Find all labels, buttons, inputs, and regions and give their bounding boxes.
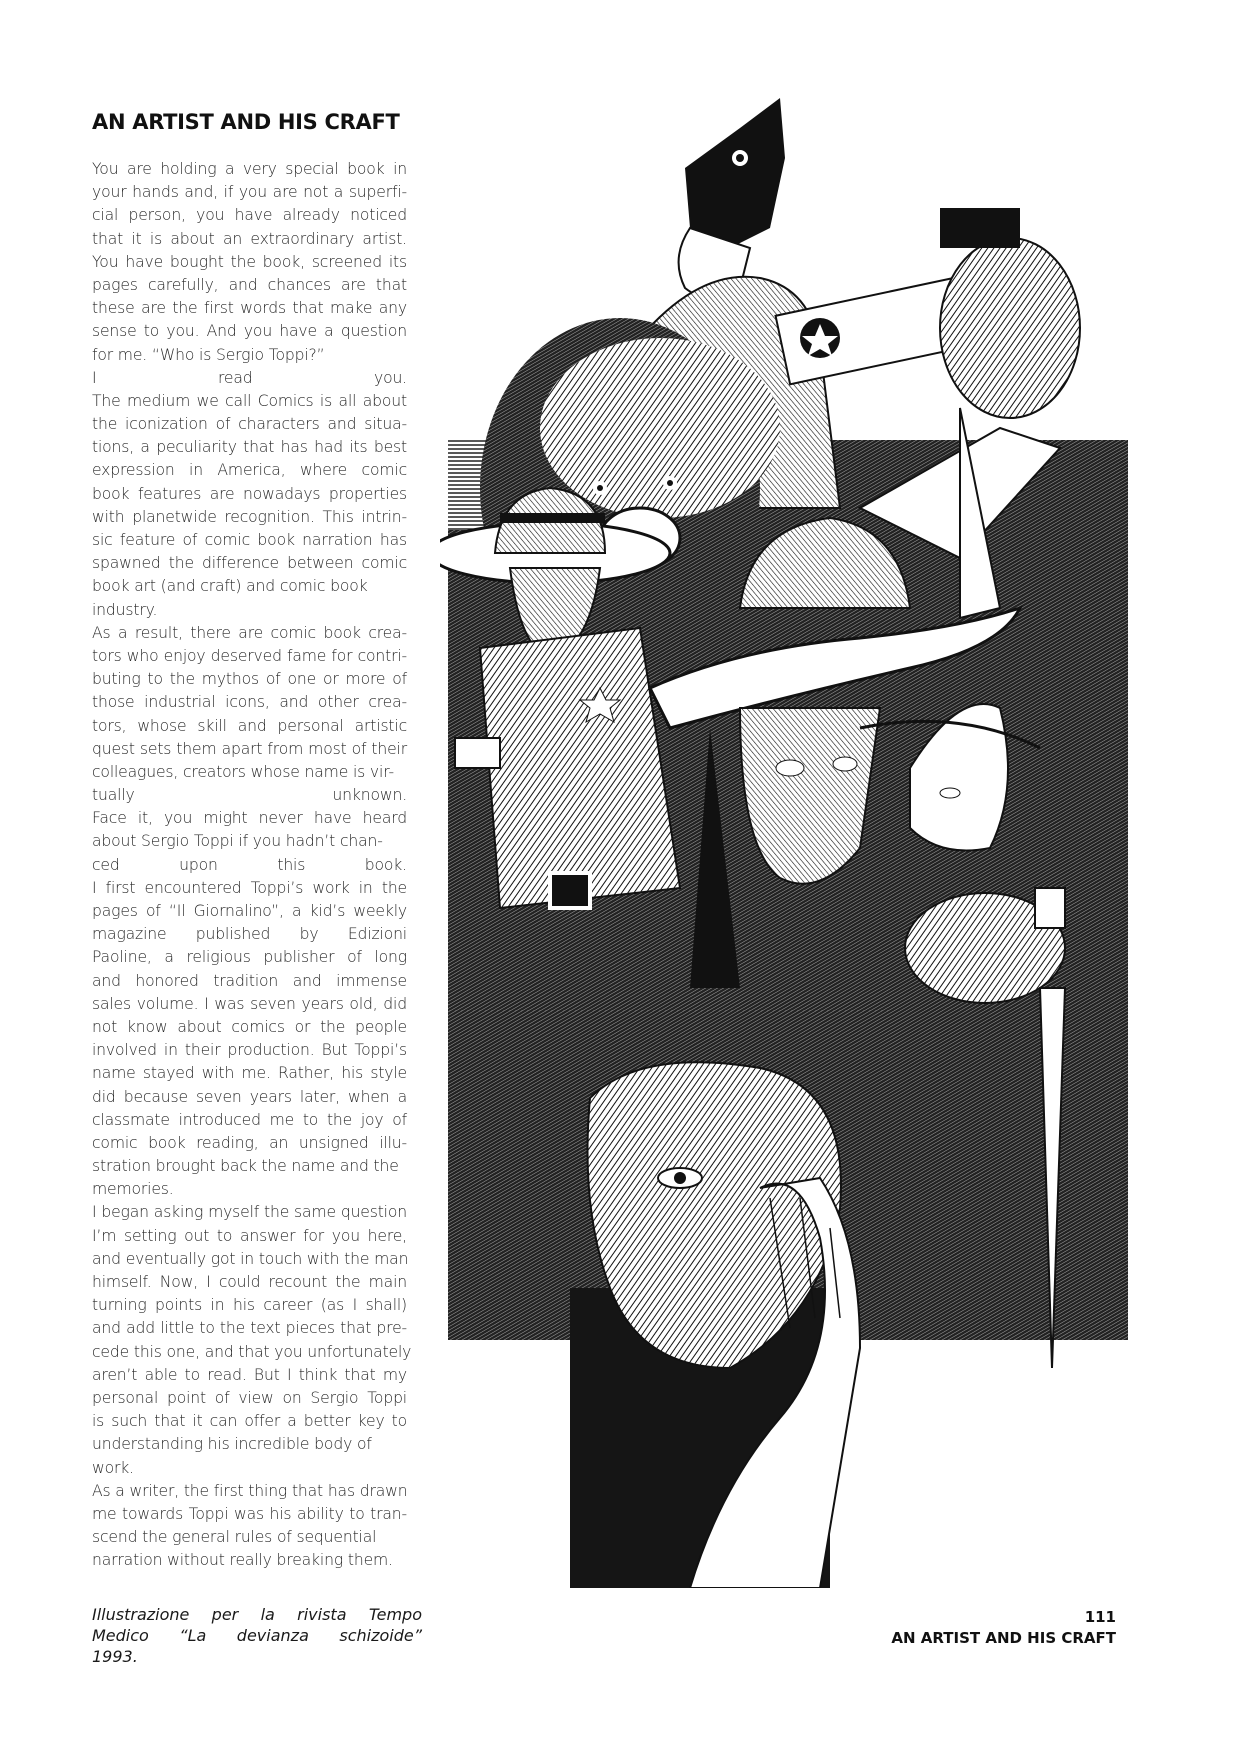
body-text-line: As a result, there are comic book crea- [92,623,407,642]
body-text-line: Paoline, a religious publisher of long [92,948,407,967]
body-text-line: pages carefully, and chances are that [92,275,407,294]
body-text-line: not know about comics or the people [92,1017,407,1036]
body-text-line: quest sets them apart from most of their [92,739,407,758]
body-text-line: those industrial icons, and other crea- [92,693,407,712]
body-text-line: understanding his incredible body of [92,1435,372,1454]
illustration-collage [440,88,1140,1588]
page-number: 111 [1084,1608,1116,1626]
body-text-line: buting to the mythos of one or more of [92,670,407,689]
caption-line: Illustrazione per la rivista Tempo [92,1605,422,1624]
body-text-line: You have bought the book, screened its [92,252,407,271]
body-text-line: Face it, you might never have heard [92,809,407,828]
body-text-line: cial person, you have already noticed [92,206,407,225]
body-text-line: is such that it can offer a better key to [92,1412,407,1431]
body-text-line: I began asking myself the same question [92,1203,407,1222]
body-text-line: memories. [92,1180,174,1199]
body-text-line: scend the general rules of sequential [92,1528,377,1547]
body-text-line: me towards Toppi was his ability to tran- [92,1504,407,1523]
body-text-line: for me. “Who is Sergio Toppi?” [92,345,325,364]
running-title: AN ARTIST AND HIS CRAFT [891,1629,1116,1647]
body-text-line: aren’t able to read. But I think that my [92,1365,407,1384]
body-text-line: book art (and craft) and comic book [92,577,368,596]
body-text-line: personal point of view on Sergio Toppi [92,1388,407,1407]
body-text-line: book features are nowadays properties [92,484,407,503]
body-text-line: pages of “Il Giornalino”, a kid’s weekly [92,902,407,920]
body-text-line: work. [92,1458,134,1477]
caption-line: 1993. [92,1647,138,1666]
body-text-line: expression in America, where comic [92,461,407,480]
body-text-line: sic feature of comic book narration has [92,531,407,549]
body-text-line: himself. Now, I could recount the main [92,1273,407,1291]
body-text-line: the iconization of characters and situa- [92,415,407,434]
body-text-line: colleagues, creators whose name is vir- [92,762,394,781]
body-text-line: stration brought back the name and the [92,1157,399,1176]
body-text-line: tors, whose skill and personal artistic [92,716,407,735]
body-text-line: your hands and, if you are not a superfi- [92,183,407,202]
body-text-line: magazine published by Edizioni [92,925,407,944]
body-text-line: that it is about an extraordinary artist. [92,229,407,248]
body-text-line: with planetwide recognition. This intrin- [92,507,407,526]
body-text-line: comic book reading, an unsigned illu- [92,1133,407,1152]
body-text-line: industry. [92,600,158,619]
body-text-line: these are the first words that make any [92,299,407,318]
body-text-line: As a writer, the first thing that has drawn [92,1481,408,1500]
body-text-line: narration without really breaking them. [92,1551,393,1570]
body-text-line: tions, a peculiarity that has had its best [92,438,407,457]
article-body [92,158,412,1572]
body-text-line: classmate introduced me to the joy of [92,1110,407,1129]
body-text-line: tors who enjoy deserved fame for contri- [92,646,407,665]
body-text-line: did because seven years later, when a [92,1087,407,1106]
body-text-line: about Sergio Toppi if you hadn’t chan- [92,832,383,851]
illustration-caption [92,1604,422,1667]
body-text-line: ced upon this book. [92,855,407,874]
body-text-line: involved in their production. But Toppi’s [92,1041,407,1060]
body-text-line: name stayed with me. Rather, his style [92,1064,407,1083]
ink-illustration [440,88,1140,1588]
body-text-line: tually unknown. [92,786,407,805]
body-text-line: and eventually got in touch with the man [92,1249,409,1268]
body-text-line: I first encountered Toppi’s work in the [92,878,407,897]
body-text-line: You are holding a very special book in [92,160,407,178]
body-text-line: and add little to the text pieces that pre- [92,1319,407,1338]
body-text-line: turning points in his career (as I shall) [92,1296,407,1315]
body-text-line: spawned the difference between comic [92,554,407,573]
body-text-line: cede this one, and that you unfortunately [92,1342,412,1361]
body-text-line: and honored tradition and immense [92,971,407,990]
body-text-line: I read you. [92,368,407,387]
article-heading: AN ARTIST AND HIS CRAFT [92,110,400,134]
caption-line: Medico “La devianza schizoide” [92,1626,422,1645]
body-text-line: sense to you. And you have a question [92,322,407,341]
body-text-line: I’m setting out to answer for you here, [92,1226,407,1245]
page-footer [891,1607,1116,1649]
body-text-line: The medium we call Comics is all about [92,391,407,410]
body-text-line: sales volume. I was seven years old, did [92,994,407,1013]
